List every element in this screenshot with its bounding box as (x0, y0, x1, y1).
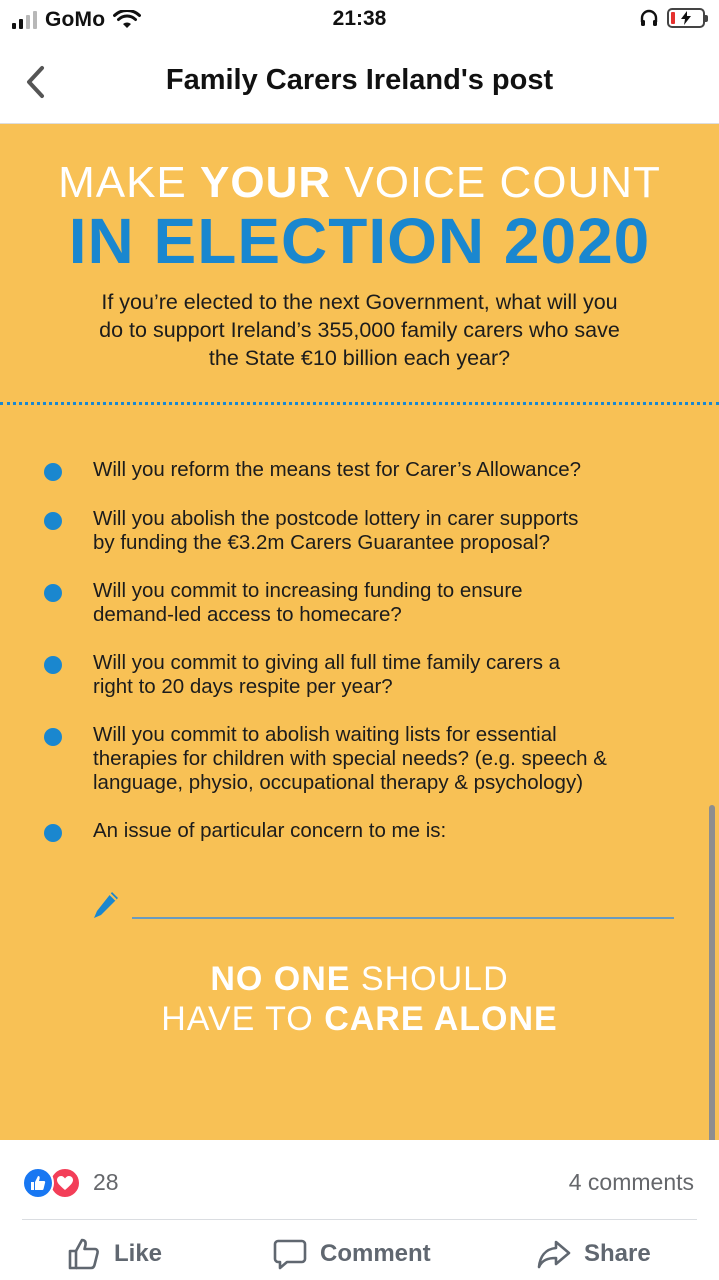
pencil-icon (92, 890, 120, 920)
intro-text (30, 288, 689, 372)
intro-line: the State €10 billion each year? (208, 346, 511, 370)
question-line: Will you commit to giving all full time family carers a (93, 651, 561, 674)
slogan-emphasis: CARE ALONE (324, 1000, 558, 1038)
comment-label: Comment (320, 1240, 431, 1267)
intro-line: If you’re elected to the next Government, what will you (101, 290, 618, 314)
answer-line (132, 917, 674, 919)
question-line: therapies for children with special needs? (e.g. speech & (93, 747, 607, 770)
headline-election: IN ELECTION 2020 (68, 205, 651, 277)
share-label: Share (584, 1240, 651, 1267)
question-line: demand-led access to homecare? (93, 603, 402, 626)
question-text (93, 507, 693, 555)
status-time: 21:38 (332, 7, 387, 30)
slogan-emphasis: NO ONE (210, 960, 351, 998)
headline-part: MAKE (58, 158, 200, 207)
question-line: An issue of particular concern to me is: (93, 819, 447, 842)
dotted-divider (0, 402, 719, 405)
scrollbar[interactable] (709, 805, 715, 1195)
bullet-icon (44, 512, 62, 530)
bullet-icon (44, 584, 62, 602)
carrier-name: GoMo (45, 8, 106, 31)
question-line: language, physio, occupational therapy & psychology) (93, 771, 584, 794)
question-line: Will you reform the means test for Carer’s Allowance? (93, 458, 582, 481)
reactions-summary (0, 1140, 719, 1222)
question-line: Will you commit to increasing funding to ensure (93, 579, 523, 602)
intro-line: do to support Ireland’s 355,000 family carers who save (99, 318, 620, 342)
page-title: Family Carers Ireland's post (165, 64, 554, 96)
slogan-part: SHOULD (350, 960, 509, 998)
slogan-part: HAVE TO (161, 1000, 325, 1038)
slogan-line-2 (0, 1000, 719, 1039)
comment-bubble-icon (272, 1236, 308, 1272)
bullet-icon (44, 463, 62, 481)
comments-count[interactable]: 4 comments (568, 1169, 694, 1195)
post-image[interactable] (0, 124, 719, 1140)
headline-part: VOICE COUNT (331, 158, 661, 207)
question-text (93, 651, 693, 699)
question-text (93, 458, 693, 482)
bullet-icon (44, 656, 62, 674)
slogan-line-1 (0, 960, 719, 999)
like-label: Like (114, 1240, 163, 1267)
divider (22, 1219, 697, 1220)
status-right (639, 8, 705, 28)
comment-button[interactable] (272, 1236, 431, 1272)
reaction-icons[interactable] (22, 1167, 84, 1199)
headline-make-your-voice-count (0, 158, 719, 208)
like-button[interactable] (66, 1236, 162, 1272)
question-line: right to 20 days respite per year? (93, 675, 393, 698)
share-button[interactable] (536, 1236, 651, 1272)
bullet-icon (44, 824, 62, 842)
like-reaction-icon (22, 1167, 54, 1199)
question-line: Will you abolish the postcode lottery in carer supports (93, 507, 579, 530)
bullet-icon (44, 728, 62, 746)
action-bar (0, 1222, 719, 1280)
headphones-icon (639, 8, 659, 28)
status-bar (0, 0, 719, 44)
question-line: Will you commit to abolish waiting lists for essential (93, 723, 557, 746)
reaction-count[interactable]: 28 (93, 1169, 119, 1195)
question-line: by funding the €3.2m Carers Guarantee proposal? (93, 531, 550, 554)
thumbs-up-icon (66, 1236, 102, 1272)
question-text (93, 579, 693, 627)
headline-emphasis: YOUR (200, 158, 332, 207)
battery-icon (667, 8, 705, 28)
share-arrow-icon (536, 1236, 572, 1272)
post-header (0, 44, 719, 124)
question-text (93, 819, 693, 843)
question-text (93, 723, 693, 795)
